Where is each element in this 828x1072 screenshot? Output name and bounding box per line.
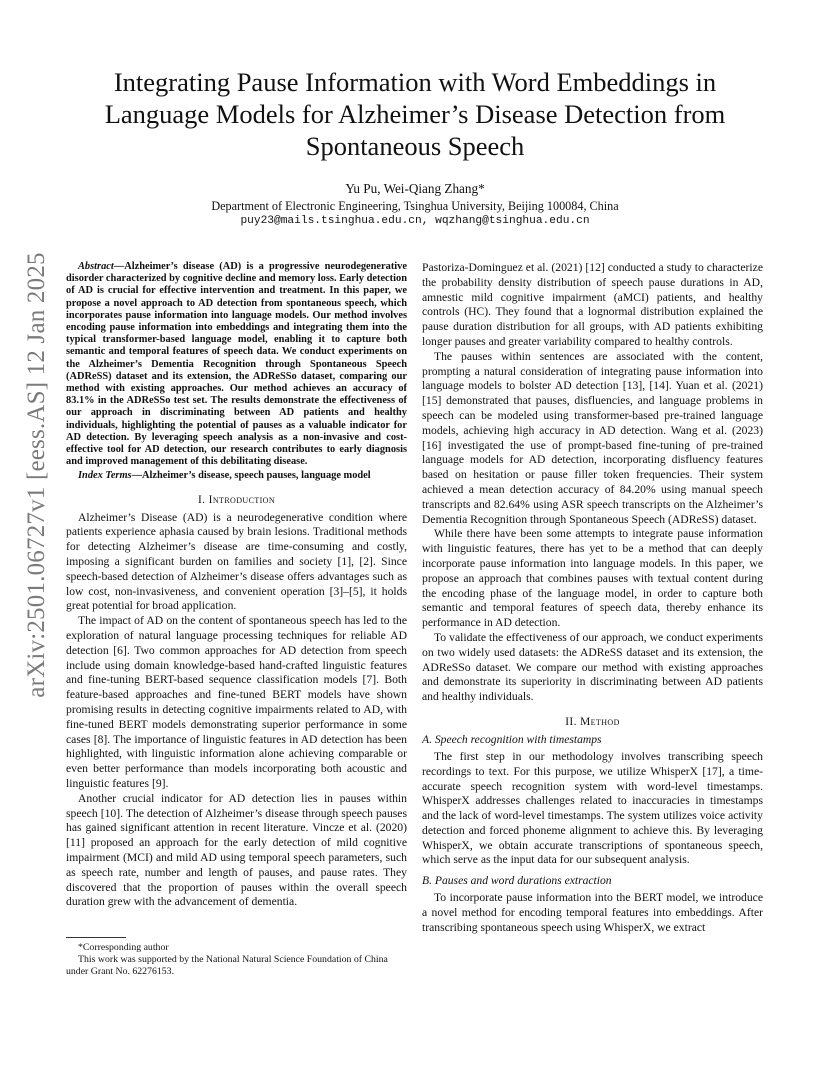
subsection-heading-b: B. Pauses and word durations extraction bbox=[422, 874, 612, 888]
subsection-heading-a: A. Speech recognition with timestamps bbox=[422, 732, 602, 746]
left-column bbox=[66, 261, 407, 910]
intro-paragraph-1: Alzheimer’s Disease (AD) is a neurodegenerative condition where patients experience aphasia caused by brain lesions. Traditional methods for detecting Alzheimer’s disease are time-consuming and costly, imposing a significant burden on families and society [1], [2]. Since speech-based detection of Alzheimer’s disease offers advantages such as low cost, non-invasiveness, and convenient operation [3]–[5], it holds great potential for broad application. bbox=[66, 510, 407, 613]
intro-paragraph-3: Another crucial indicator for AD detection lies in pauses within speech [10]. The detection of Alzheimer’s disease through speech pauses has gained significant attention in recent literature. Vincze et al. (2020) [11] proposed an approach for the early detection of mild cognitive impairment (MCI) and mild AD using temporal speech parameters, such as speech rate, number and length of pauses, and pause rates. They discovered that the proportion of pauses within the overall speech duration grew with the advancement of dementia. bbox=[66, 791, 407, 909]
footnote-corresponding: *Corresponding author bbox=[78, 942, 169, 953]
right-paragraph-2: The pauses within sentences are associated with the content, prompting a natural consideration of integrating pause information into language models to bolster AD detection [13], [14]. Yuan et al. (2021) [15] demonstrated that pauses, disfluencies, and language problems in speech can be modeled using transformer-based pre-trained language models, achieving high accuracy in AD detection. Wang et al. (2023) [16] investigated the use of prompt-based fine-tuning of pre-trained language models for AD detection, incorporating disfluency features based on hesitation or pause filler token frequencies. Their system achieved a mean detection accuracy of 84.20% using manual speech transcripts and 82.64% using ASR speech transcripts on the Alzheimer’s Dementia Recognition through Spontaneous Speech (ADReSS) dataset. bbox=[422, 349, 763, 526]
author-list: Yu Pu, Wei-Qiang Zhang* bbox=[345, 181, 485, 196]
index-terms bbox=[66, 470, 407, 482]
section-heading-method: II. Method bbox=[565, 715, 620, 728]
index-terms-label: Index Terms bbox=[78, 470, 132, 482]
right-paragraph-1: Pastoriza-Dominguez et al. (2021) [12] conducted a study to characterize the probability density distribution of speech pause durations in AD, amnestic mild cognitive impairment (aMCI) patients, and healthy controls (HC). They found that a lognormal distribution explained the pause duration distribution for all groups, with AD patients exhibiting longer pauses and greater variability compared to healthy controls. bbox=[422, 261, 763, 348]
subsection-a-paragraph: The first step in our methodology involves transcribing speech recordings to text. For this purpose, we utilize WhisperX [17], a time-accurate speech recognition system with word-level timestamps. WhisperX addresses challenges related to inaccuracies in timestamps and the lack of word-level timestamps. The system utilizes voice activity detection and forced phoneme alignment to achieve this. By leveraging WhisperX, we obtain accurate transcriptions of spontaneous speech, which serve as the input data for our subsequent analysis. bbox=[422, 749, 763, 867]
right-column bbox=[422, 261, 763, 936]
abstract-label: Abstract bbox=[78, 261, 114, 272]
affiliation: Department of Electronic Engineering, Tsinghua University, Beijing 100084, China bbox=[211, 199, 619, 213]
abstract bbox=[66, 261, 407, 468]
intro-paragraph-2: The impact of AD on the content of spontaneous speech has led to the exploration of natural language processing techniques for reliable AD detection [6]. Two common approaches for AD detection from speech include using domain knowledge-based hand-crafted linguistic features and fine-tuning BERT-based sequence classification models [7]. Both feature-based approaches and fine-tuned BERT models have shown promising results in detecting cognitive impairments related to AD, with fine-tuned BERT models demonstrating superior performance in some cases [8]. The importance of linguistic features in AD detection has been highlighted, with linguistic information alone achieving comparable or even better performance than models incorporating both acoustic and linguistic features [9]. bbox=[66, 614, 407, 790]
footnote-rule bbox=[66, 937, 126, 938]
footnote-funding: This work was supported by the National Natural Science Foundation of China under Grant No. 62276153. bbox=[66, 954, 388, 977]
section-heading-introduction: I. Introduction bbox=[197, 493, 276, 506]
author-emails: puy23@mails.tsinghua.edu.cn, wqzhang@tsinghua.edu.cn bbox=[240, 215, 590, 227]
right-paragraph-4: To validate the effectiveness of our approach, we conduct experiments on two widely used datasets: the ADReSS dataset and its extension, the ADReSSo dataset. We compare our method with existing approaches and demonstrate its superiority in discriminating between AD patients and healthy individuals. bbox=[422, 630, 763, 704]
subsection-b-paragraph: To incorporate pause information into the BERT model, we introduce a novel method for encoding temporal features into embeddings. After transcribing spontaneous speech using WhisperX, we extract bbox=[422, 891, 763, 934]
paper-title: Integrating Pause Information with Word Embeddings in Language Models for Alzheimer’s Disease Detection from Spontaneous Speech bbox=[104, 67, 726, 161]
footnotes bbox=[66, 937, 407, 978]
arxiv-sidebar-stamp bbox=[22, 252, 52, 698]
arxiv-identifier: arXiv:2501.06727v1 [eess.AS] 12 Jan 2025 bbox=[23, 252, 50, 698]
abstract-text: —Alzheimer’s disease (AD) is a progressive neurodegenerative disorder characterized by cognitive decline and memory loss. Early detection of AD is crucial for effective intervention and treatment. In this paper, we propose a novel approach to AD detection from spontaneous speech, which incorporates pause information into language models. Our method involves encoding pause information into embeddings and integrating them into the typical transformer-based language model, enabling it to capture both semantic and temporal features of speech data. We conduct experiments on the Alzheimer’s Dementia Recognition through Spontaneous Speech (ADReSS) dataset and its extension, the ADReSSo dataset, comparing our method with existing approaches. Our method achieves an accuracy of 83.1% in the ADReSSo test set. The results demonstrate the effectiveness of our approach in discriminating between AD patients and healthy individuals, highlighting the potential of pauses as a valuable indicator for AD detection. By leveraging speech analysis as a non-invasive and cost-effective tool for AD detection, our research contributes to early diagnosis and improved management of this debilitating disease. bbox=[66, 261, 407, 468]
index-terms-text: —Alzheimer’s disease, speech pauses, language model bbox=[131, 470, 371, 482]
right-paragraph-3: While there have been some attempts to integrate pause information with linguistic features, there has yet to be a method that can deeply incorporate pause information into language models. In this paper, we propose an approach that combines pauses with textual content during the encoding phase of the language model, in order to capture both semantic and temporal features of speech data, thereby enhance its performance in AD detection. bbox=[422, 527, 763, 630]
